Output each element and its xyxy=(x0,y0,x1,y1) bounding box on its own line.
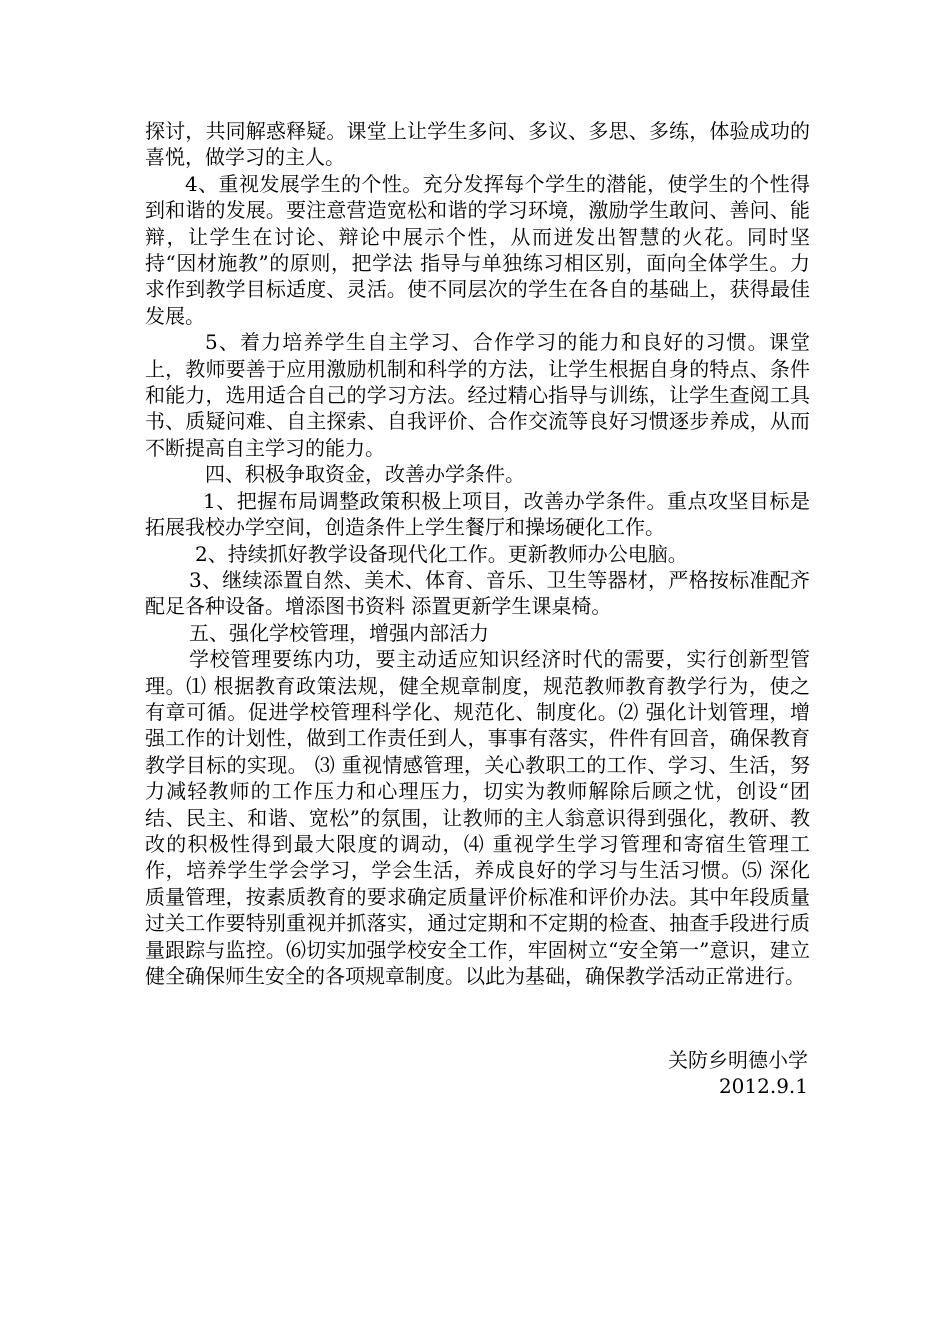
paragraph-item-3-materials: 3、继续添置自然、美术、体育、音乐、卫生等器材，严格按标准配齐配足各种设备。增添图书资料 添置更新学生课桌椅。 xyxy=(145,567,810,619)
signature-date: 2012.9.1 xyxy=(718,1074,808,1098)
section-heading-funding: 四、积极争取资金，改善办学条件。 xyxy=(205,462,525,487)
paragraph-item-1-layout: 1、把握布局调整政策积极上项目，改善办学条件。重点攻坚目标是拓展我校办学空间，创造条件上学生餐厅和操场硬化工作。 xyxy=(145,488,810,540)
paragraph-management-details: 学校管理要练内功，要主动适应知识经济时代的需要，实行创新型管理。⑴ 根据教育政策法规，健全规章制度，规范教师教育教学行为，使之有章可循。促进学校管理科学化、规范化、制度化。⑵ 强化计划管理，增强工作的计划性，做到工作责任到人，事事有落实，件件有回音，确保教育教学目标的实现。 ⑶ 重视情感管理，关心教职工的工作、学习、生活，努力减轻教师的工作压力和心理压力，切实为教师解除后顾之忧，创设“团结、民主、和谐、宽松”的氛围，让教师的主人翁意识得到强化，教研、教改的积极性得到最大限度的调动，⑷ 重视学生学习管理和寄宿生管理工作，培养学生学会学习，学会生活，养成良好的学习与生活习惯。⑸ 深化质量管理，按素质教育的要求确定质量评价标准和评价办法。其中年段质量过关工作要特别重视并抓落实，通过定期和不定期的检查、抽查手段进行质量跟踪与监控。⑹切实加强学校安全工作，牢固树立“安全第一”意识，建立健全确保师生安全的各项规章制度。以此为基础，确保教学活动正常进行。 xyxy=(145,647,810,988)
signature-school-name: 关防乡明德小学 xyxy=(668,1048,808,1072)
section-heading-management: 五、强化学校管理，增强内部活力 xyxy=(189,620,489,645)
paragraph-item-5-self-learning: 5、着力培养学生自主学习、合作学习的能力和良好的习惯。课堂上，教师要善于应用激励机制和科学的方法，让学生根据自身的特点、条件和能力，选用适合自己的学习方法。经过精心指导与训练，让学生查阅工具书、质疑问难、自主探索、自我评价、合作交流等良好习惯逐步养成，从而不断提高自主学习的能力。 xyxy=(145,330,810,460)
document-body xyxy=(145,118,810,989)
paragraph-item-2-equipment: 2、持续抓好教学设备现代化工作。更新教师办公电脑。 xyxy=(195,541,688,566)
paragraph-continuation: 探讨，共同解惑释疑。课堂上让学生多问、多议、多思、多练，体验成功的喜悦，做学习的主人。 xyxy=(145,119,810,170)
signature-block xyxy=(668,1047,808,1099)
paragraph-item-4-individuality: 4、重视发展学生的个性。充分发挥每个学生的潜能，使学生的个性得到和谐的发展。要注意营造宽松和谐的学习环境，激励学生敢问、善问、能辩，让学生在讨论、辩论中展示个性，从而迸发出智慧的火花。同时坚持“因材施教”的原则，把学法 指导与单独练习相区别，面向全体学生。力求作到教学目标适度、灵活。使不同层次的学生在各自的基础上，获得最佳发展。 xyxy=(145,171,810,328)
